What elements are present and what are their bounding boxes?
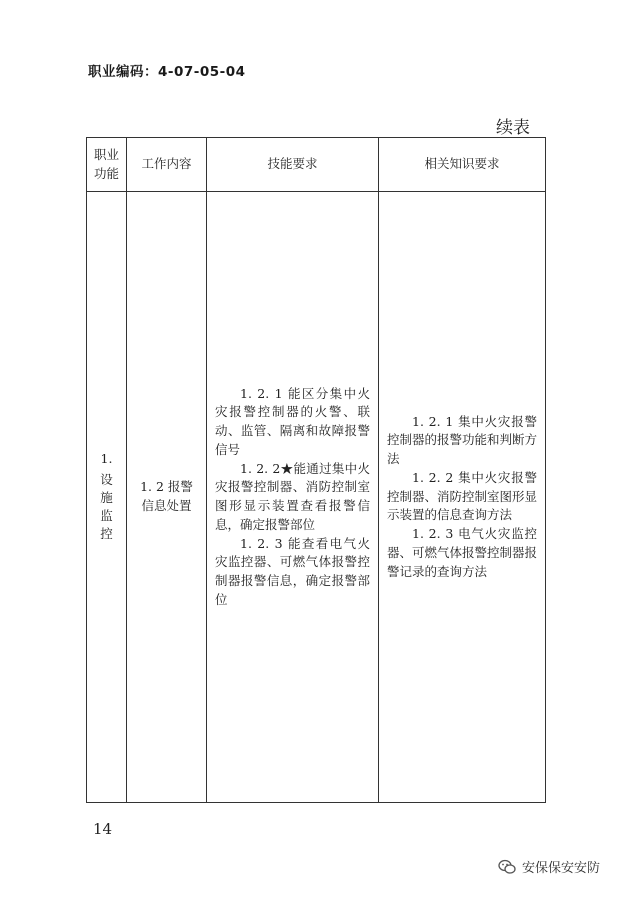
header-function-line-1: 职业 — [93, 146, 119, 162]
function-char: 设 — [100, 471, 113, 487]
function-char: 监 — [100, 507, 113, 523]
requirements-table — [86, 137, 546, 803]
header-function — [87, 138, 127, 192]
function-cell — [87, 192, 127, 803]
knowledge-requirements-cell — [379, 192, 546, 803]
header-skill-requirements: 技能要求 — [207, 138, 379, 192]
function-char: 施 — [100, 489, 113, 505]
brand-name: 安保保安安防 — [522, 861, 601, 876]
work-content-line-2: 信息处置 — [141, 498, 192, 513]
brand-watermark — [498, 857, 600, 876]
skill-item: 1. 2. 2★能通过集中火灾报警控制器、消防控制室图形显示装置查看报警信息，确定报警部位 — [215, 460, 370, 532]
work-content-line-1: 1. 2 报警 — [140, 479, 193, 495]
header-work-content: 工作内容 — [127, 138, 207, 192]
knowledge-item: 1. 2. 1 集中火灾报警控制器的报警功能和判断方法 — [387, 413, 538, 467]
header-knowledge-requirements: 相关知识要求 — [379, 138, 546, 192]
wechat-icon — [498, 859, 516, 875]
skill-item: 1. 2. 1 能区分集中火灾报警控制器的火警、联动、监管、隔离和故障报警信号 — [215, 385, 370, 457]
occupation-code: 职业编码：4-07-05-04 — [88, 64, 246, 80]
skill-item: 1. 2. 3 能查看电气火灾监控器、可燃气体报警控制器报警信息，确定报警部位 — [215, 535, 370, 607]
table-header-row — [87, 138, 546, 192]
knowledge-item: 1. 2. 3 电气火灾监控器、可燃气体报警控制器报警记录的查询方法 — [387, 526, 538, 579]
work-content-cell — [127, 192, 207, 803]
function-char: 控 — [100, 525, 113, 541]
skill-requirements-cell — [207, 192, 379, 803]
header-function-line-2: 功能 — [93, 165, 119, 181]
knowledge-item: 1. 2. 2 集中火灾报警控制器、消防控制室图形显示装置的信息查询方法 — [387, 469, 538, 523]
continued-label: 续表 — [496, 118, 530, 138]
function-number: 1. — [100, 451, 113, 467]
page-number: 14 — [93, 820, 113, 838]
table-row — [87, 192, 546, 803]
